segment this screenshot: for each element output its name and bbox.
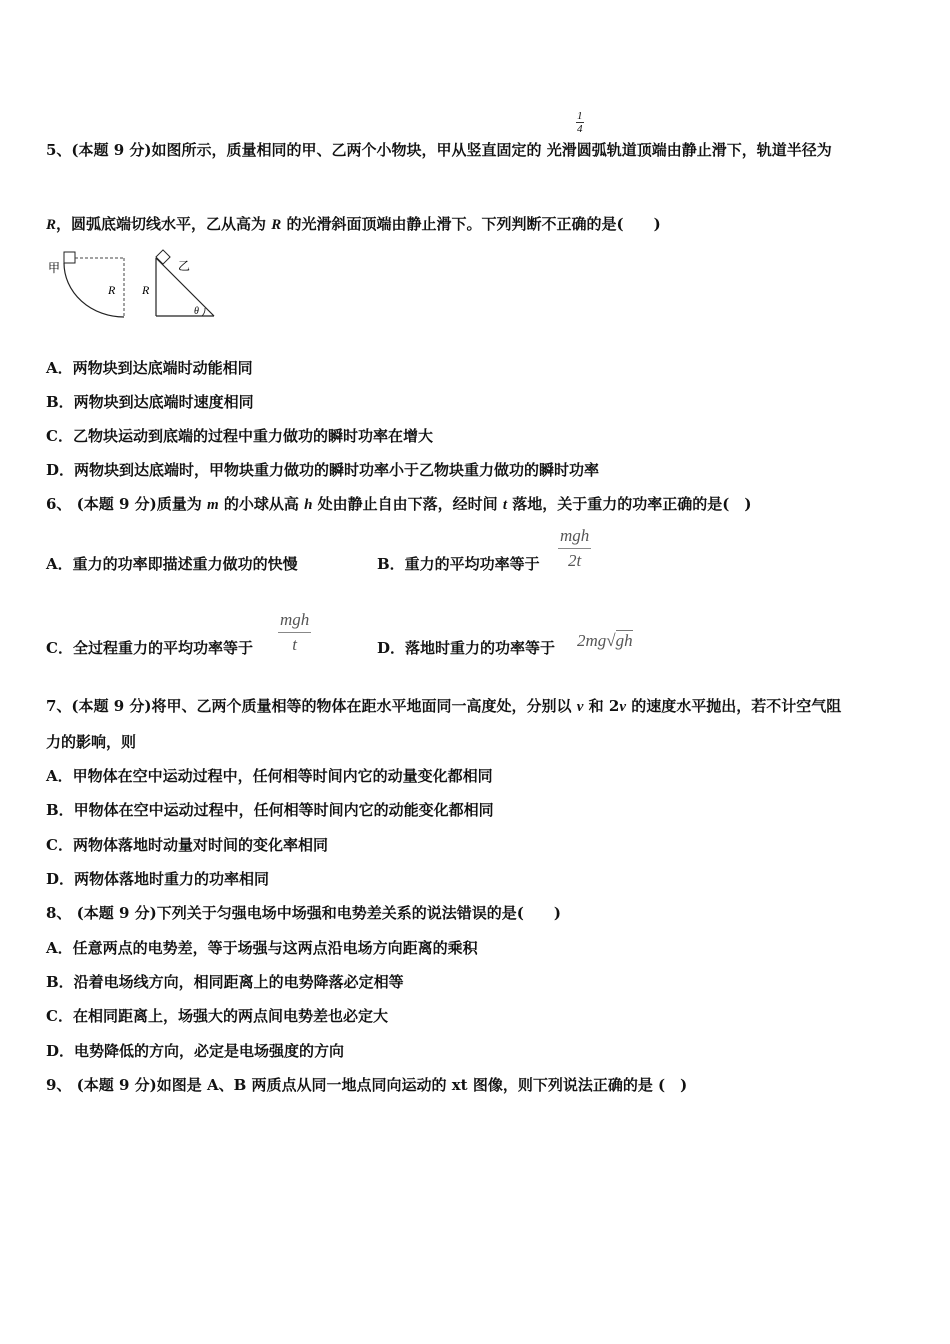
q6-option-d: D．落地时重力的功率等于 bbox=[377, 639, 556, 657]
q5-stem-line2 bbox=[46, 214, 661, 235]
q8-option-d: D．电势降低的方向，必定是电场强度的方向 bbox=[46, 1042, 345, 1060]
label-R-right: R bbox=[142, 283, 150, 297]
q7-stem-c: 的速度水平抛出，若不计空气阻 bbox=[625, 697, 842, 715]
q6-stem-d: 落地，关于重力的功率正确的是( ) bbox=[507, 495, 752, 513]
fraction-denominator: 2t bbox=[568, 551, 582, 570]
q7-stem-line2: 力的影响，则 bbox=[46, 733, 137, 751]
fraction-numerator: 1 bbox=[577, 110, 583, 122]
q8-option-b: B．沿着电场线方向，相同距离上的电势降落必定相等 bbox=[46, 973, 404, 991]
q6-option-c: C．全过程重力的平均功率等于 bbox=[46, 639, 253, 657]
q6-var-h: h bbox=[304, 497, 313, 513]
q6-stem-c: 处由静止自由下落，经时间 bbox=[312, 495, 503, 513]
fraction-numerator: mgh bbox=[558, 526, 591, 549]
q7-stem-line1 bbox=[46, 696, 841, 717]
q5-option-c: C．乙物块运动到底端的过程中重力做功的瞬时功率在增大 bbox=[46, 427, 433, 445]
q5-var-R2: R bbox=[271, 217, 282, 233]
q5-stem-line1: 5、(本题 9 分)如图所示，质量相同的甲、乙两个小物块，甲从竖直固定的 光滑圆弧轨道顶端由静止滑下，轨道半径为 bbox=[46, 141, 832, 159]
theta-arc bbox=[202, 308, 205, 316]
q8-stem: 8、 (本题 9 分)下列关于匀强电场中场强和电势差关系的说法错误的是( ) bbox=[46, 904, 561, 922]
q7-option-a: A．甲物体在空中运动过程中，任何相等时间内它的动量变化都相同 bbox=[46, 767, 493, 785]
q8-option-c: C．在相同距离上，场强大的两点间电势差也必定大 bbox=[46, 1007, 388, 1025]
q6-stem bbox=[46, 494, 751, 515]
block-jia bbox=[64, 252, 75, 263]
fraction-denominator: t bbox=[292, 635, 297, 654]
q7-option-c: C．两物体落地时动量对时间的变化率相同 bbox=[46, 836, 328, 854]
q5-option-b: B．两物块到达底端时速度相同 bbox=[46, 393, 254, 411]
q6-stem-a: 6、 (本题 9 分)质量为 bbox=[46, 495, 207, 513]
q5-var-R: R bbox=[46, 217, 57, 233]
q6-option-a: A．重力的功率即描述重力做功的快慢 bbox=[46, 555, 298, 573]
q7-var-v: v bbox=[576, 699, 584, 715]
q6-option-d-formula bbox=[577, 630, 633, 652]
q6-var-m: m bbox=[206, 497, 219, 513]
q8-option-a: A．任意两点的电势差，等于场强与这两点沿电场方向距离的乘积 bbox=[46, 939, 478, 957]
q7-option-d: D．两物体落地时重力的功率相同 bbox=[46, 870, 270, 888]
q5-option-a: A．两物块到达底端时动能相同 bbox=[46, 359, 253, 377]
q7-var-2v: v bbox=[619, 699, 626, 715]
q7-stem-b: 和 2 bbox=[583, 697, 620, 715]
q6-option-b: B．重力的平均功率等于 bbox=[377, 555, 540, 573]
q5-stem-text-b: 的光滑斜面顶端由静止滑下。下列判断不正确的是( ) bbox=[281, 215, 661, 233]
label-R-left: R bbox=[108, 283, 116, 297]
formula-radicand: gh bbox=[615, 631, 633, 650]
fraction-numerator: mgh bbox=[278, 610, 311, 633]
label-theta: θ bbox=[194, 306, 199, 317]
label-jia: 甲 bbox=[48, 261, 61, 275]
q5-figure bbox=[44, 248, 224, 322]
quarter-fraction bbox=[576, 110, 584, 135]
q7-option-b: B．甲物体在空中运动过程中，任何相等时间内它的动能变化都相同 bbox=[46, 801, 494, 819]
q7-stem-a: 7、(本题 9 分)将甲、乙两个质量相等的物体在距水平地面同一高度处，分别以 bbox=[46, 697, 577, 715]
formula-prefix: 2mg bbox=[577, 631, 607, 650]
q6-var-t: t bbox=[502, 497, 508, 513]
q9-stem: 9、 (本题 9 分)如图是 A、B 两质点从同一地点同向运动的 xt 图像，则下列说法正确的是 ( ) bbox=[46, 1076, 688, 1094]
fraction-denominator: 4 bbox=[577, 123, 583, 135]
q6-option-c-fraction bbox=[278, 610, 311, 655]
q6-option-b-fraction bbox=[558, 526, 591, 571]
label-yi: 乙 bbox=[178, 259, 191, 273]
q5-option-d: D．两物块到达底端时，甲物块重力做功的瞬时功率小于乙物块重力做功的瞬时功率 bbox=[46, 461, 600, 479]
sqrt-sign: √ bbox=[606, 631, 616, 650]
q5-stem-text-a: ，圆弧底端切线水平，乙从高为 bbox=[56, 215, 272, 233]
block-yi bbox=[156, 250, 170, 264]
q6-stem-b: 的小球从高 bbox=[218, 495, 305, 513]
